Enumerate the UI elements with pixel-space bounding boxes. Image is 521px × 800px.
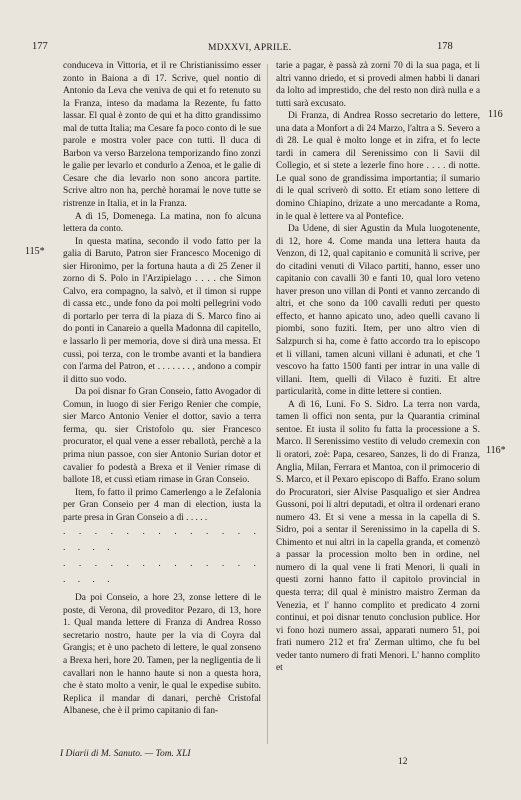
ellipsis-line: . . . . . . . . . . . . . . . . . — [63, 527, 261, 554]
right-column — [276, 60, 480, 675]
signature-mark: 12 — [398, 757, 408, 767]
left-column — [63, 60, 261, 718]
ellipsis-line: . . . . . . . . . . . . . . . . . — [63, 559, 261, 586]
page-number-left: 177 — [32, 41, 48, 52]
paragraph: In questa matina, secondo il vodo fatto per la galia di Baruto, Patron sier Francesco Mocenigo di sier Hironimo, per la fortuna hauta a dì 25 Zener il zorno di S. Polo in l'Arzipielago . . . . che Simon Calvo, era compagno, la salvò, et il timon si ruppe di cassa etc., unde fono da poi molti pellegrini vodo di portarlo per terra di la piaza di S. Marco fino ai do ponti in Canareio a quella Madonna dil capitello, e lassarlo lì per memoria, dove si dirà una messa. Et cussì, poi terza, con le trombe avanti et la bandiera con l'arma del Patron, et . . . . . . . , andono a compir il ditto suo vodo. — [63, 236, 261, 385]
paragraph: Da poi Conseio, a hore 23, zonse lettere di le poste, di Verona, dil proveditor Pezaro, di 13, hore 1. Qual manda lettere di Franza di Andrea Rosso secretario nostro, haute per la via di Coyra dal Grangis; et è uno pacheto di lettere, le qual zonseno a Brexa heri, hore 20. Tamen, per la negligentia de li cavallari non le hanno haute si non a questa hora, che è stato molto a venir, le qual le expedise subito. Replica il mandar di danari, perchè Cristofal Albanese, che è il primo capitanio di fan- — [63, 593, 261, 717]
footer-title: I Diarii di M. Sanuto. — Tom. XLI — [60, 749, 191, 759]
paragraph: Da Udene, di sier Agustin da Mula luogotenente, di 12, hore 4. Come manda una lettera hauta da Venzon, di 12, qual capitanio e comunità li scrive, per do citadini venuti di Vilaco partiti, hanno, esser uno capitanio con cavalli 30 e fanti 10, qual loro veteno haver preson uno villan di Ponti et vanno zercando di altri, et che sono da 100 cavalli reduti per questo effecto, et hanno apicato uno, adeo quelli cavano li piombi, sono fuziti. Item, per uno altro vien di Salzpurch si ha, come è fatto accordo tra lo episcopo et li villani, tamen alcuni villani è adunati, et che 'l vescovo ha fatto 1500 fanti per intrar in una valle di villani. Item, quelli di Vilaco è fuziti. Et altre particularità, come in ditte lettere si contien. — [276, 224, 480, 398]
margin-number-right-1: 116 — [488, 109, 503, 120]
page-number-right: 178 — [437, 41, 453, 52]
paragraph: A dì 15, Domenega. La matina, non fo alcuna lettera da conto. — [63, 211, 261, 235]
paragraph: Item, fo fatto il primo Camerlengo a le Zefalonia per Gran Conseio per 4 man di election, iusta la parte presa in Gran Conseio a dì . . . . . — [63, 487, 261, 523]
paragraph: conduceva in Vittoria, et il re Christianissimo esser zonto in Baiona a dì 17. Scrive, quel nontio di Antonio da Leva che veniva de qui et fo retenuto su la Franza, inteso da madama la Rezente, fu fatto lassar. El qual è zonto de qui et ha ditto grandissimo mal de tutta Italia; ma Cesare fa poco conto di le sue parole e mostra voler pace con tutti. Il duca di Barbon va verso Barzelona temporizando fino zonzi le galie per levarlo et condurlo a Zenoa, et le galie di Cesare che dia levarlo non sono ancora partite. Scrive altro non ha, perchè horamai le nove tutte se ristrenze in Italia, et in la Franza. — [63, 61, 261, 210]
paragraph: Di Franza, di Andrea Rosso secretario do lettere, una data a Monfort a dì 24 Marzo, l'altra a S. Severo a dì 28. Le qual è molto longe et in zifra, et fo lecte tardi in camera dil Serenissimo con li Savii dil Collegio, et si stete a lezerle fino hore . . . . di notte. Le qual sono de grandissima importantia; il sumario di le qual scriverò di sotto. Et etiam sono lettere di domino Chiapino, drizate a uno mercadante a Roma, in le qual è lettere va al Pontefice. — [276, 111, 480, 222]
paragraph: Da poi disnar fo Gran Conseio, fatto Avogador di Comun, in luogo di sier Ferigo Renier che compie, sier Marco Antonio Venier el dottor, savio a terra ferma, qu. sier Cristofolo qu. sier Francesco procurator, el qual vene a esser reballotà, perchè a la prima niun passoe, con sier Antonio Surian dotor et cavalier fo podestà a Brexa et il Venier rimase di ballote 18, et cussì etiam rimase in Gran Conseio. — [63, 387, 261, 486]
margin-number-right-2: 116* — [486, 445, 506, 456]
running-header: MDXXVI, APRILE. — [208, 43, 292, 53]
margin-number-left: 115* — [25, 246, 45, 257]
paragraph: A dì 16, Luni. Fo S. Sidro. La terra non varda, tamen li offici non senta, pur la Quarantia criminal sentoe. Et iusta il solito fu fatta la processione a S. Marco. Il Serenissimo vestito di veludo cremexin con li oratori, zoè: Papa, cesareo, Sanzes, li do di Franza, Anglia, Milan, Ferrara et Mantoa, con il primocerio di S. Marco, et il Pexaro episcopo di Baffo. Erano solum do Procuratori, sier Alvise Pasqualigo et sier Andrea Gussoni, poi li altri deputadi, et oltra il ordenari erano numero 43. Et si vene a messa in la capella di S. Sidro, poi a sentar il Serenissimo in la capella di S. Chimento et nui altri in la capella granda, et comenzò a passar la procession molto ben in ordine, nel numero di la qual vene li frati Menori, li quali in questi zorni hanno fatto il capitolo provincial in questa terra; dil qual è ministro maistro Zerman da Venezia, et l' hanno complito et predicato 4 zorni continui, et poi disnar tenuto conclusion publice. Hor vi fono hozi numero assai, apparati numero 51, poi frati numero 212 et fra' Zerman ultimo, che fu bel veder tanto numero di frati Menori. L' hanno complito et — [276, 399, 480, 674]
paragraph: tarie a pagar, è passà zà zorni 70 di la sua paga, et li altri vanno driedo, et si provedi almen habbi li danari da lolto ad imprestido, che del resto non dirà nulla e a tutti sarà excusato. — [276, 61, 480, 109]
column-divider — [267, 64, 268, 744]
